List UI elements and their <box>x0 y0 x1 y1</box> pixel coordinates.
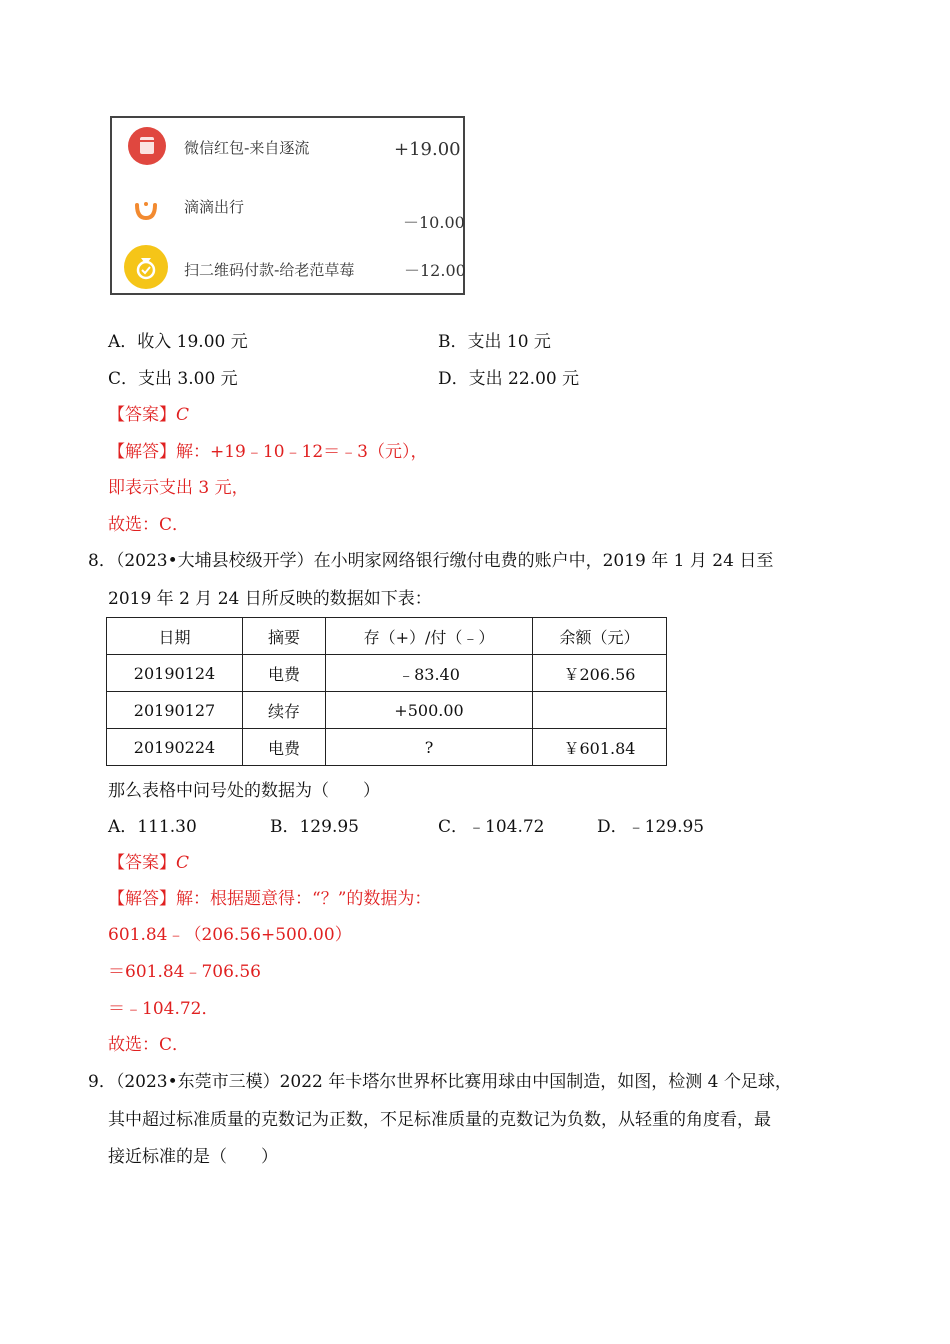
q8-option-a: A．111.30 <box>108 817 197 837</box>
record-label: 滴滴出行 <box>184 198 245 216</box>
answer-label: 【答案】 <box>108 853 176 873</box>
record-amount: +19.00 <box>394 139 461 160</box>
q9-stem: 接近标准的是（ ） <box>108 1147 278 1167</box>
table-cell: 20190124 <box>107 655 243 692</box>
table-cell: 电费 <box>243 729 326 766</box>
q7-solution-line: 【解答】解：+19﹣10﹣12＝﹣3（元）， <box>108 442 428 462</box>
q8-question: 那么表格中问号处的数据为（ ） <box>108 781 380 801</box>
table-cell: 20190127 <box>107 692 243 729</box>
q9-stem: 9．（2023•东莞市三模）2022 年卡塔尔世界杯比赛用球由中国制造，如图，检测 4 个足球， <box>88 1072 792 1092</box>
q8-solution-line: ＝601.84﹣706.56 <box>108 962 261 982</box>
table-cell: 电费 <box>243 655 326 692</box>
table-header-cell: 日期 <box>107 618 243 655</box>
q7-option-b: B．支出 10 元 <box>438 332 551 352</box>
table-cell: ﹣83.40 <box>326 655 533 692</box>
money-bag-icon <box>124 245 168 289</box>
table-cell: ? <box>326 729 533 766</box>
q7-answer <box>108 400 189 425</box>
q8-option-d: D．﹣129.95 <box>597 817 705 837</box>
table-cell: ￥601.84 <box>533 729 667 766</box>
q8-stem: 2019 年 2 月 24 日所反映的数据如下表： <box>108 589 432 609</box>
q8-solution-line: ＝﹣104.72． <box>108 999 219 1019</box>
answer-label: 【答案】 <box>108 405 176 425</box>
table-row <box>107 692 667 729</box>
table-cell: 20190224 <box>107 729 243 766</box>
bill-table <box>106 617 667 766</box>
q8-answer <box>108 848 189 873</box>
record-label: 扫二维码付款-给老范草莓 <box>184 261 355 279</box>
record-label: 微信红包-来自逐流 <box>184 139 310 157</box>
q7-option-d: D．支出 22.00 元 <box>438 369 580 389</box>
payment-record-figure <box>110 116 465 295</box>
table-header-cell: 余额（元） <box>533 618 667 655</box>
q8-option-c: C．﹣104.72 <box>438 817 545 837</box>
table-cell: ￥206.56 <box>533 655 667 692</box>
q8-solution-line: 【解答】解：根据题意得：“？”的数据为： <box>108 889 432 909</box>
record-amount: －12.00 <box>404 261 466 280</box>
table-header-cell: 摘要 <box>243 618 326 655</box>
q8-stem: 8．（2023•大埔县校级开学）在小明家网络银行缴付电费的账户中，2019 年 1 月 24 日至 <box>88 551 774 571</box>
q8-option-b: B．129.95 <box>270 817 359 837</box>
table-cell: +500.00 <box>326 692 533 729</box>
q7-solution-line: 故选：C． <box>108 515 190 535</box>
table-row <box>107 655 667 692</box>
didi-icon <box>134 200 158 220</box>
q9-stem: 其中超过标准质量的克数记为正数，不足标准质量的克数记为负数，从轻重的角度看，最 <box>108 1110 771 1130</box>
record-amount: －10.00 <box>403 213 465 232</box>
q7-solution-line: 即表示支出 3 元， <box>108 478 249 498</box>
red-envelope-icon <box>128 127 166 165</box>
table-header-cell: 存（+）/付（﹣） <box>326 618 533 655</box>
q7-option-a: A．收入 19.00 元 <box>108 332 248 352</box>
q8-solution-line: 601.84﹣（206.56+500.00） <box>108 925 352 945</box>
table-cell: 续存 <box>243 692 326 729</box>
answer-value: C <box>176 853 190 873</box>
q8-solution-line: 故选：C． <box>108 1035 190 1055</box>
answer-value: C <box>176 405 190 425</box>
table-row <box>107 729 667 766</box>
table-cell <box>533 692 667 729</box>
q7-option-c: C．支出 3.00 元 <box>108 369 238 389</box>
table-header-row <box>107 618 667 655</box>
